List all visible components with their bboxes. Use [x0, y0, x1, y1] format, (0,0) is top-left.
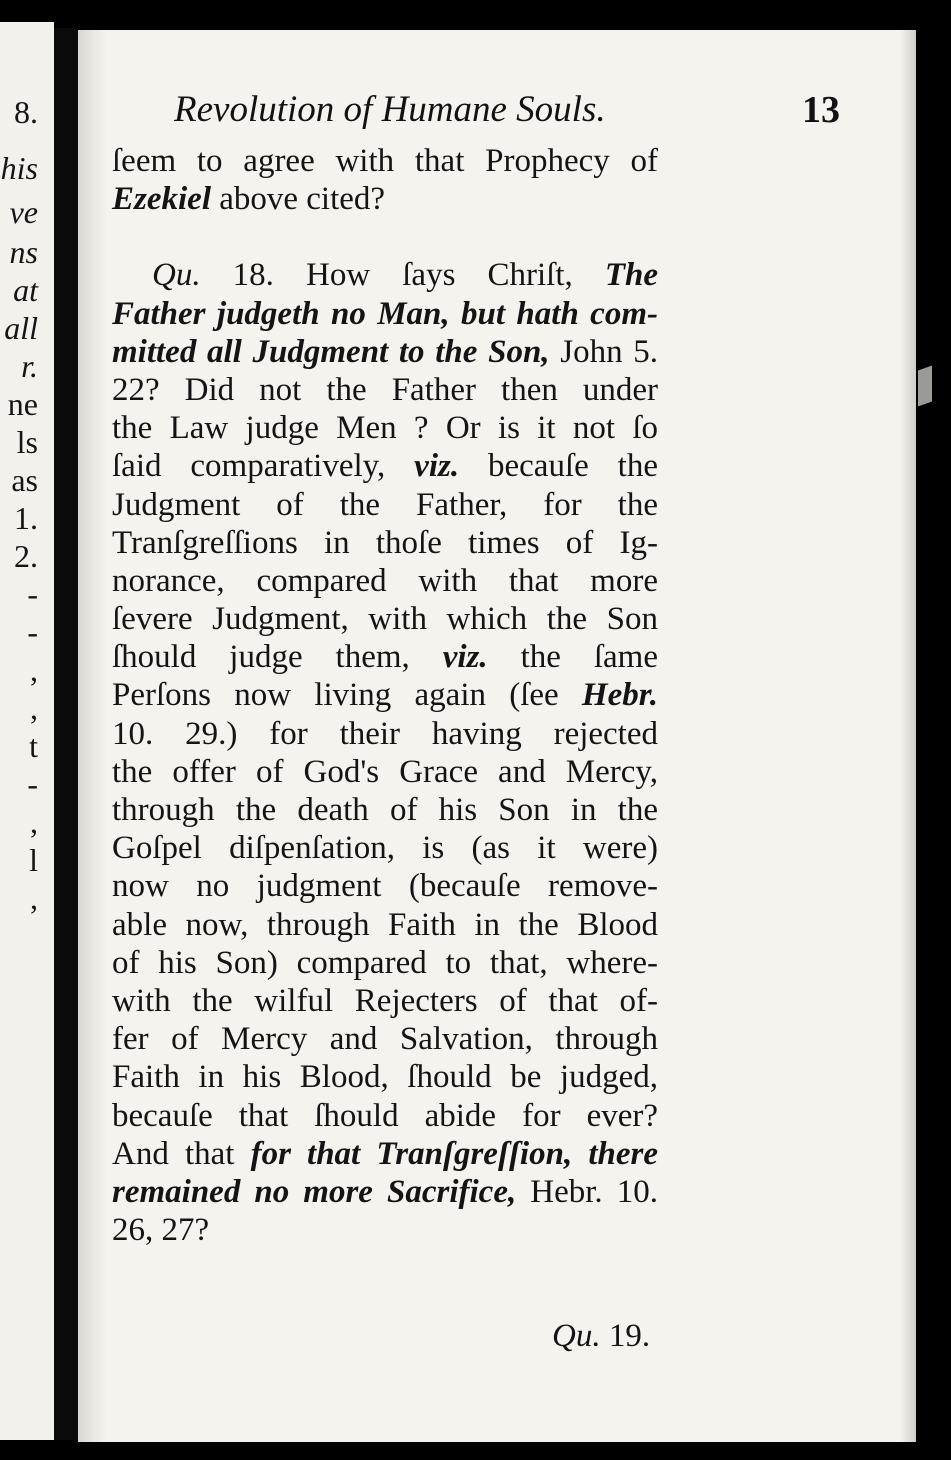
left-page-fragment: -: [27, 614, 38, 650]
left-page-fragment: at: [13, 272, 38, 308]
left-page-fragment: 1.: [14, 500, 38, 536]
left-page-fragment: -: [27, 576, 38, 612]
text-line: through the death of his Son in the: [112, 792, 658, 828]
text-line: the offer of God's Grace and Mercy,: [112, 753, 658, 790]
left-page-fragment: 2.: [14, 538, 38, 574]
paragraph-gap: [112, 218, 658, 256]
text-line: 10. 29.) for their having rejected: [112, 715, 658, 752]
running-head-title: Revolution of Humane Souls.: [174, 89, 606, 130]
text-line: Perſons now living again (ſee Hebr.: [112, 677, 658, 714]
left-page-fragment: ,: [30, 880, 38, 916]
body-text: [112, 142, 658, 1249]
left-page-fragment: all: [4, 310, 38, 346]
left-page-fragment: as: [11, 462, 38, 498]
text-line: remained no more Sacrifice, Hebr. 10.: [112, 1173, 658, 1210]
left-page-fragment: ve: [9, 194, 38, 230]
left-page-fragment: ,: [30, 690, 38, 726]
text-line: mitted all Judgment to the Son, John 5.: [112, 333, 659, 370]
page-number: 13: [802, 89, 840, 131]
text-line: ſhould judge them, viz. the ſame: [112, 639, 658, 676]
left-page-fragment: l: [29, 842, 38, 878]
left-page-fragment: ,: [30, 804, 38, 840]
text-line: ſevere Judgment, with which the Son: [112, 601, 658, 638]
text-line: Father judgeth no Man, but hath com-: [112, 295, 658, 332]
text-line: of his Son) compared to that, where-: [112, 944, 658, 981]
page-edge-mark: [918, 365, 932, 406]
text-line: able now, through Faith in the Blood: [112, 906, 658, 943]
left-page-fragment: ns: [9, 234, 38, 270]
text-line: Judgment of the Father, for the: [112, 486, 658, 523]
text-line: with the wilful Rejecters of that of-: [112, 982, 658, 1019]
book-gutter: [54, 28, 78, 1440]
text-line: Tranſgreſſions in thoſe times of Ig-: [112, 524, 658, 561]
text-line: Qu. 18. How ſays Chriſt, The: [152, 257, 658, 294]
running-head: [174, 88, 874, 138]
text-line: And that for that Tranſgreſſion, there: [112, 1135, 658, 1172]
text-line: ſeem to agree with that Prophecy of: [112, 143, 658, 179]
left-page-fragment: ls: [16, 424, 38, 460]
left-page-fragment: ,: [30, 652, 38, 688]
text-line: becauſe that ſhould abide for ever?: [112, 1097, 658, 1134]
left-page-fragment: 8.: [14, 94, 38, 130]
catchword: Qu. 19.: [552, 1318, 651, 1354]
left-page-fragment: his: [0, 150, 38, 186]
text-line: norance, compared with that more: [112, 562, 658, 599]
text-line: 22? Did not the Father then under: [112, 371, 658, 408]
text-line: Goſpel diſpenſation, is (as it were): [112, 830, 658, 867]
text-line: ſaid comparatively, viz. becauſe the: [112, 448, 658, 485]
right-page: [78, 30, 916, 1442]
left-page-fragment: -: [27, 766, 38, 802]
left-page-fragment: r.: [21, 348, 38, 384]
left-page-fragment: t: [29, 728, 38, 764]
text-line: Ezekiel above cited?: [112, 181, 386, 218]
text-line: the Law judge Men ? Or is it not ſo: [112, 410, 658, 447]
left-page-fragment: ne: [7, 386, 38, 422]
text-line: 26, 27?: [112, 1212, 210, 1249]
text-line: fer of Mercy and Salvation, through: [112, 1021, 658, 1058]
left-facing-page: [0, 22, 54, 1440]
text-line: now no judgment (becauſe remove-: [112, 868, 658, 905]
text-line: Faith in his Blood, ſhould be judged,: [112, 1059, 658, 1096]
